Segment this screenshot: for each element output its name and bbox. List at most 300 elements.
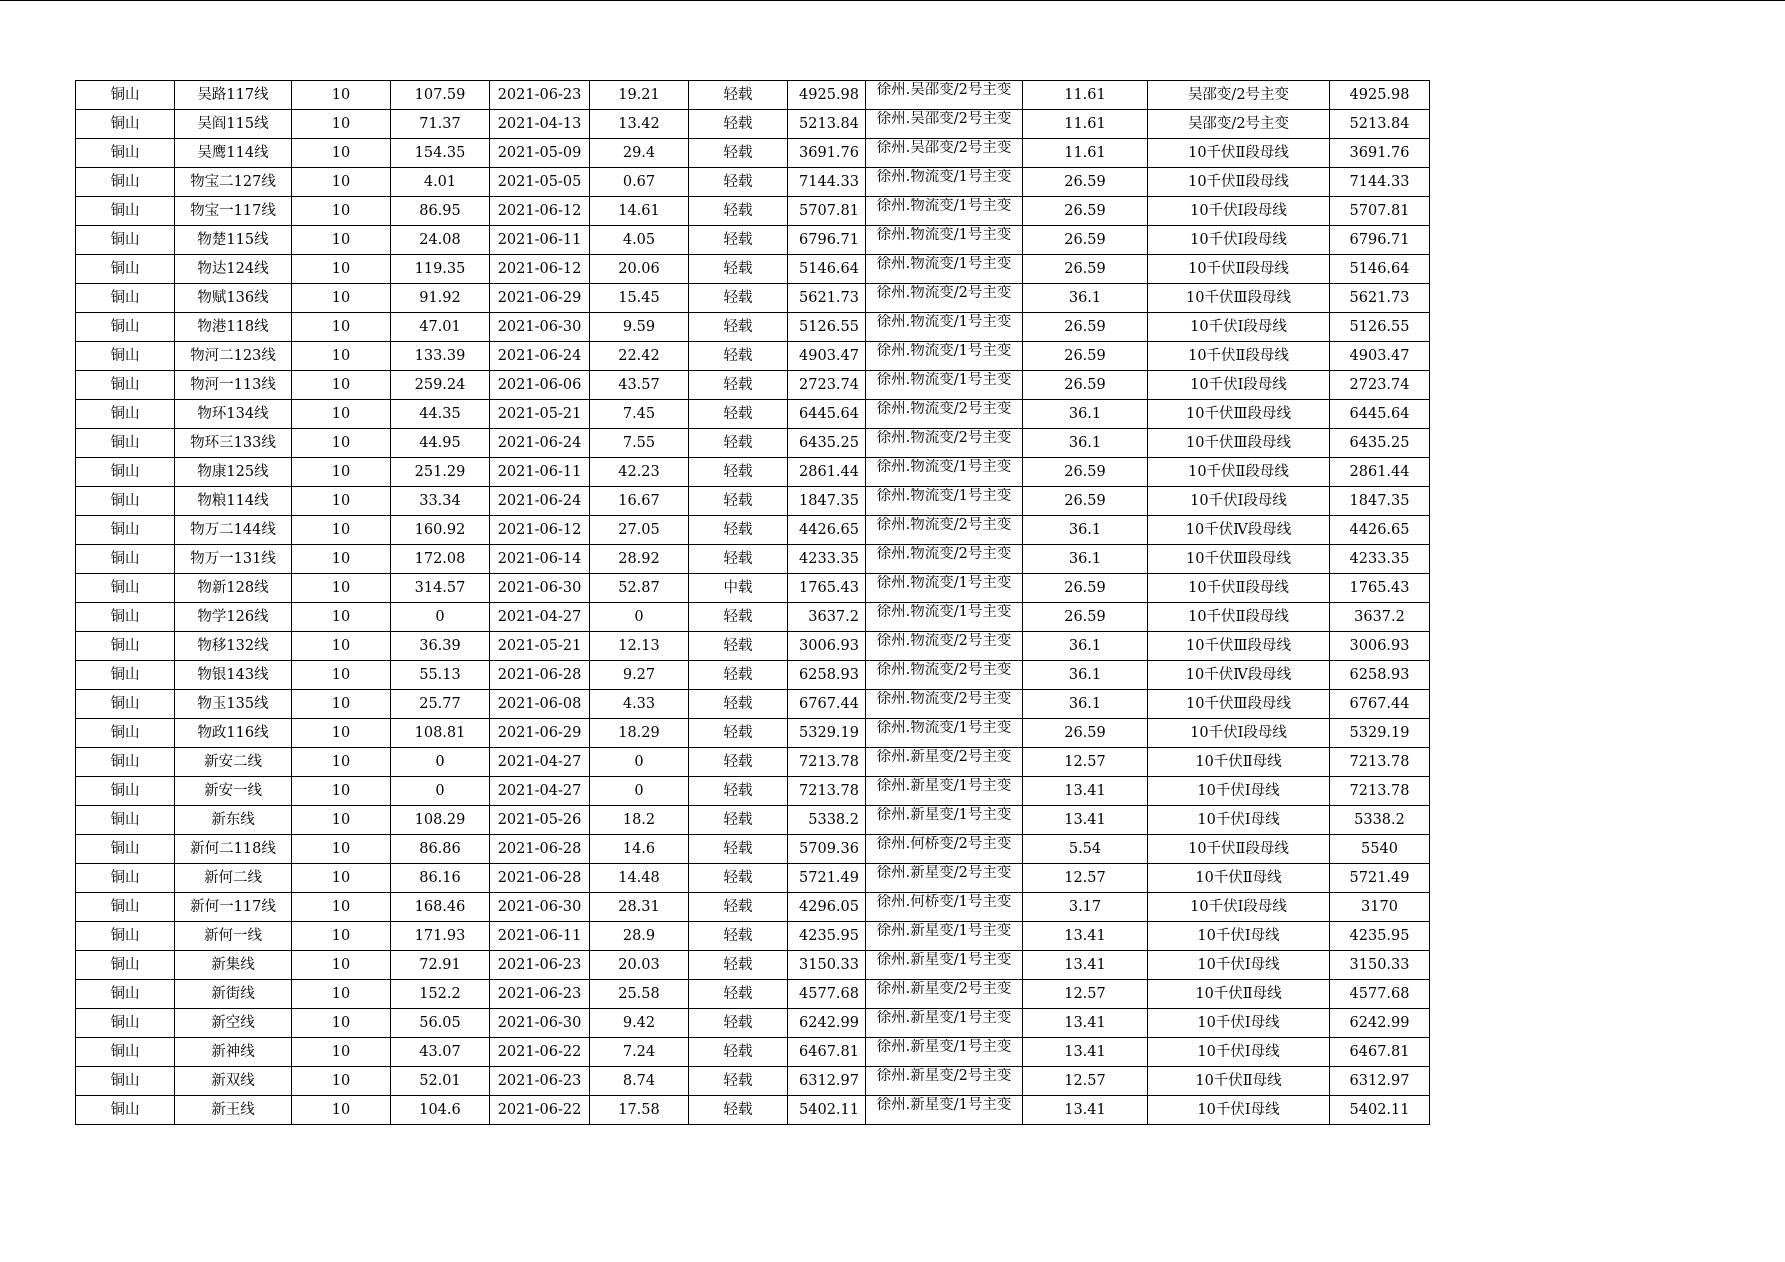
table-row: [76, 1067, 1430, 1096]
line-name-cell: 吴路117线: [175, 81, 292, 110]
capacity-cell: 6445.64: [788, 400, 866, 429]
region-cell: 铜山: [76, 922, 175, 951]
transformer-text: 徐州.物流变/1号主变: [876, 372, 1012, 388]
load-status-cell: 轻载: [689, 922, 788, 951]
voltage-cell: 10: [292, 313, 391, 342]
transformer-text: 徐州.物流变/1号主变: [876, 169, 1012, 185]
table-row: [76, 777, 1430, 806]
load-status-cell: 轻载: [689, 487, 788, 516]
load-rate-cell: 25.58: [590, 980, 689, 1009]
voltage-cell: 10: [292, 574, 391, 603]
busbar-cell: 10千伏Ⅱ母线: [1148, 864, 1330, 893]
capacity-cell: 4925.98: [788, 81, 866, 110]
transformer-cell: [866, 487, 1023, 516]
load-value-cell: 36.39: [391, 632, 490, 661]
table-row: [76, 690, 1430, 719]
transformer-text: 徐州.新星变/1号主变: [876, 923, 1012, 939]
available-capacity-cell: 4426.65: [1330, 516, 1430, 545]
date-cell: 2021-06-30: [490, 574, 590, 603]
load-value-cell: 86.86: [391, 835, 490, 864]
region-cell: 铜山: [76, 719, 175, 748]
busbar-cell: 10千伏Ⅰ段母线: [1148, 226, 1330, 255]
table-row: [76, 226, 1430, 255]
voltage-cell: 10: [292, 922, 391, 951]
transformer-rate-cell: 3.17: [1023, 893, 1148, 922]
load-rate-cell: 4.33: [590, 690, 689, 719]
load-status-cell: 轻载: [689, 864, 788, 893]
transformer-cell: [866, 603, 1023, 632]
transformer-text: 徐州.物流变/1号主变: [876, 488, 1012, 504]
busbar-cell: 10千伏Ⅳ段母线: [1148, 516, 1330, 545]
load-value-cell: 44.95: [391, 429, 490, 458]
load-status-cell: 轻载: [689, 603, 788, 632]
transformer-cell: [866, 922, 1023, 951]
available-capacity-cell: 4235.95: [1330, 922, 1430, 951]
capacity-cell: 5721.49: [788, 864, 866, 893]
transformer-rate-cell: 13.41: [1023, 1009, 1148, 1038]
load-value-cell: 33.34: [391, 487, 490, 516]
available-capacity-cell: 5402.11: [1330, 1096, 1430, 1125]
table-row: [76, 603, 1430, 632]
transformer-text: 徐州.物流变/2号主变: [876, 633, 1012, 649]
voltage-cell: 10: [292, 1067, 391, 1096]
region-cell: 铜山: [76, 632, 175, 661]
line-name-cell: 新何二118线: [175, 835, 292, 864]
line-name-cell: 新空线: [175, 1009, 292, 1038]
load-rate-cell: 0: [590, 777, 689, 806]
transformer-text: 徐州.物流变/1号主变: [876, 575, 1012, 591]
region-cell: 铜山: [76, 951, 175, 980]
busbar-cell: 10千伏Ⅲ段母线: [1148, 632, 1330, 661]
date-cell: 2021-06-29: [490, 284, 590, 313]
transformer-rate-cell: 12.57: [1023, 980, 1148, 1009]
transformer-cell: [866, 806, 1023, 835]
transformer-cell: [866, 1067, 1023, 1096]
line-name-cell: 新双线: [175, 1067, 292, 1096]
date-cell: 2021-06-28: [490, 835, 590, 864]
transformer-text: 徐州.物流变/2号主变: [876, 285, 1012, 301]
load-value-cell: 25.77: [391, 690, 490, 719]
table-row: [76, 400, 1430, 429]
voltage-cell: 10: [292, 748, 391, 777]
available-capacity-cell: 7213.78: [1330, 748, 1430, 777]
region-cell: 铜山: [76, 748, 175, 777]
load-rate-cell: 14.6: [590, 835, 689, 864]
load-rate-cell: 19.21: [590, 81, 689, 110]
region-cell: 铜山: [76, 661, 175, 690]
busbar-cell: 10千伏Ⅰ母线: [1148, 806, 1330, 835]
region-cell: 铜山: [76, 284, 175, 313]
date-cell: 2021-06-12: [490, 197, 590, 226]
load-value-cell: 119.35: [391, 255, 490, 284]
capacity-cell: 5146.64: [788, 255, 866, 284]
available-capacity-cell: 5540: [1330, 835, 1430, 864]
region-cell: 铜山: [76, 806, 175, 835]
region-cell: 铜山: [76, 168, 175, 197]
transformer-cell: [866, 313, 1023, 342]
load-rate-cell: 29.4: [590, 139, 689, 168]
capacity-cell: 7213.78: [788, 748, 866, 777]
transformer-text: 徐州.物流变/1号主变: [876, 459, 1012, 475]
line-name-cell: 物学126线: [175, 603, 292, 632]
load-value-cell: 152.2: [391, 980, 490, 1009]
load-status-cell: 轻载: [689, 806, 788, 835]
busbar-cell: 10千伏Ⅱ段母线: [1148, 139, 1330, 168]
load-value-cell: 107.59: [391, 81, 490, 110]
load-status-cell: 轻载: [689, 1038, 788, 1067]
transformer-cell: [866, 1009, 1023, 1038]
load-rate-cell: 9.27: [590, 661, 689, 690]
feeder-load-table: [75, 80, 1430, 1125]
load-rate-cell: 22.42: [590, 342, 689, 371]
capacity-cell: 6312.97: [788, 1067, 866, 1096]
table-row: [76, 748, 1430, 777]
available-capacity-cell: 1847.35: [1330, 487, 1430, 516]
busbar-cell: 10千伏Ⅱ段母线: [1148, 574, 1330, 603]
date-cell: 2021-06-23: [490, 81, 590, 110]
load-value-cell: 71.37: [391, 110, 490, 139]
transformer-rate-cell: 36.1: [1023, 661, 1148, 690]
transformer-text: 徐州.物流变/1号主变: [876, 720, 1012, 736]
region-cell: 铜山: [76, 81, 175, 110]
capacity-cell: 5126.55: [788, 313, 866, 342]
date-cell: 2021-05-26: [490, 806, 590, 835]
line-name-cell: 物港118线: [175, 313, 292, 342]
voltage-cell: 10: [292, 429, 391, 458]
load-rate-cell: 42.23: [590, 458, 689, 487]
line-name-cell: 物万二144线: [175, 516, 292, 545]
transformer-text: 徐州.物流变/2号主变: [876, 401, 1012, 417]
capacity-cell: 5621.73: [788, 284, 866, 313]
date-cell: 2021-06-08: [490, 690, 590, 719]
date-cell: 2021-06-23: [490, 951, 590, 980]
load-status-cell: 轻载: [689, 951, 788, 980]
region-cell: 铜山: [76, 139, 175, 168]
available-capacity-cell: 3691.76: [1330, 139, 1430, 168]
capacity-cell: 2723.74: [788, 371, 866, 400]
load-status-cell: 轻载: [689, 893, 788, 922]
voltage-cell: 10: [292, 81, 391, 110]
table-row: [76, 110, 1430, 139]
load-status-cell: 轻载: [689, 371, 788, 400]
load-rate-cell: 20.06: [590, 255, 689, 284]
available-capacity-cell: 3170: [1330, 893, 1430, 922]
date-cell: 2021-06-11: [490, 922, 590, 951]
load-status-cell: 轻载: [689, 400, 788, 429]
transformer-cell: [866, 719, 1023, 748]
line-name-cell: 物康125线: [175, 458, 292, 487]
available-capacity-cell: 6435.25: [1330, 429, 1430, 458]
capacity-cell: 4426.65: [788, 516, 866, 545]
available-capacity-cell: 4233.35: [1330, 545, 1430, 574]
voltage-cell: 10: [292, 632, 391, 661]
line-name-cell: 新王线: [175, 1096, 292, 1125]
busbar-cell: 10千伏Ⅰ母线: [1148, 951, 1330, 980]
region-cell: 铜山: [76, 893, 175, 922]
available-capacity-cell: 6796.71: [1330, 226, 1430, 255]
transformer-cell: [866, 1038, 1023, 1067]
region-cell: 铜山: [76, 313, 175, 342]
available-capacity-cell: 4925.98: [1330, 81, 1430, 110]
load-value-cell: 104.6: [391, 1096, 490, 1125]
load-value-cell: 52.01: [391, 1067, 490, 1096]
busbar-cell: 10千伏Ⅰ段母线: [1148, 197, 1330, 226]
transformer-text: 徐州.物流变/1号主变: [876, 343, 1012, 359]
transformer-cell: [866, 574, 1023, 603]
transformer-text: 徐州.物流变/2号主变: [876, 430, 1012, 446]
date-cell: 2021-06-23: [490, 1067, 590, 1096]
transformer-rate-cell: 36.1: [1023, 545, 1148, 574]
load-value-cell: 44.35: [391, 400, 490, 429]
transformer-rate-cell: 36.1: [1023, 284, 1148, 313]
load-rate-cell: 15.45: [590, 284, 689, 313]
region-cell: 铜山: [76, 342, 175, 371]
transformer-rate-cell: 36.1: [1023, 400, 1148, 429]
busbar-cell: 10千伏Ⅱ段母线: [1148, 603, 1330, 632]
load-status-cell: 轻载: [689, 110, 788, 139]
available-capacity-cell: 6767.44: [1330, 690, 1430, 719]
transformer-cell: [866, 110, 1023, 139]
date-cell: 2021-04-13: [490, 110, 590, 139]
load-status-cell: 轻载: [689, 255, 788, 284]
load-rate-cell: 13.42: [590, 110, 689, 139]
load-rate-cell: 52.87: [590, 574, 689, 603]
load-value-cell: 314.57: [391, 574, 490, 603]
table-row: [76, 458, 1430, 487]
transformer-text: 徐州.新星变/1号主变: [876, 1010, 1012, 1026]
capacity-cell: 4903.47: [788, 342, 866, 371]
table-row: [76, 487, 1430, 516]
available-capacity-cell: 5721.49: [1330, 864, 1430, 893]
transformer-cell: [866, 980, 1023, 1009]
voltage-cell: 10: [292, 487, 391, 516]
date-cell: 2021-06-11: [490, 458, 590, 487]
capacity-cell: 4233.35: [788, 545, 866, 574]
capacity-cell: 7144.33: [788, 168, 866, 197]
available-capacity-cell: 1765.43: [1330, 574, 1430, 603]
capacity-cell: 5213.84: [788, 110, 866, 139]
voltage-cell: 10: [292, 400, 391, 429]
table-row: [76, 81, 1430, 110]
date-cell: 2021-06-30: [490, 893, 590, 922]
table-row: [76, 980, 1430, 1009]
capacity-cell: 6258.93: [788, 661, 866, 690]
transformer-rate-cell: 26.59: [1023, 487, 1148, 516]
transformer-text: 徐州.吴邵变/2号主变: [876, 140, 1012, 156]
transformer-rate-cell: 26.59: [1023, 719, 1148, 748]
busbar-cell: 10千伏Ⅰ母线: [1148, 922, 1330, 951]
transformer-rate-cell: 11.61: [1023, 110, 1148, 139]
table-row: [76, 574, 1430, 603]
available-capacity-cell: 3637.2: [1330, 603, 1430, 632]
transformer-cell: [866, 545, 1023, 574]
table-row: [76, 168, 1430, 197]
busbar-cell: 10千伏Ⅰ段母线: [1148, 371, 1330, 400]
transformer-cell: [866, 893, 1023, 922]
capacity-cell: 5402.11: [788, 1096, 866, 1125]
table-row: [76, 864, 1430, 893]
transformer-rate-cell: 11.61: [1023, 139, 1148, 168]
busbar-cell: 吴邵变/2号主变: [1148, 110, 1330, 139]
transformer-text: 徐州.吴邵变/2号主变: [876, 82, 1012, 98]
load-value-cell: 154.35: [391, 139, 490, 168]
voltage-cell: 10: [292, 197, 391, 226]
busbar-cell: 10千伏Ⅲ段母线: [1148, 545, 1330, 574]
transformer-rate-cell: 36.1: [1023, 429, 1148, 458]
load-rate-cell: 7.45: [590, 400, 689, 429]
line-name-cell: 物赋136线: [175, 284, 292, 313]
available-capacity-cell: 2861.44: [1330, 458, 1430, 487]
busbar-cell: 10千伏Ⅰ母线: [1148, 1096, 1330, 1125]
line-name-cell: 吴阎115线: [175, 110, 292, 139]
available-capacity-cell: 3006.93: [1330, 632, 1430, 661]
available-capacity-cell: 6258.93: [1330, 661, 1430, 690]
transformer-rate-cell: 13.41: [1023, 777, 1148, 806]
table-row: [76, 1038, 1430, 1067]
line-name-cell: 物宝二127线: [175, 168, 292, 197]
load-value-cell: 86.95: [391, 197, 490, 226]
transformer-cell: [866, 458, 1023, 487]
transformer-rate-cell: 26.59: [1023, 603, 1148, 632]
load-status-cell: 轻载: [689, 226, 788, 255]
transformer-cell: [866, 429, 1023, 458]
date-cell: 2021-06-24: [490, 487, 590, 516]
table-row: [76, 806, 1430, 835]
transformer-text: 徐州.何桥变/2号主变: [876, 836, 1012, 852]
date-cell: 2021-06-23: [490, 980, 590, 1009]
load-status-cell: 轻载: [689, 81, 788, 110]
load-value-cell: 133.39: [391, 342, 490, 371]
capacity-cell: 5709.36: [788, 835, 866, 864]
table-row: [76, 371, 1430, 400]
available-capacity-cell: 3150.33: [1330, 951, 1430, 980]
load-status-cell: 轻载: [689, 1067, 788, 1096]
capacity-cell: 3691.76: [788, 139, 866, 168]
busbar-cell: 10千伏Ⅱ母线: [1148, 1067, 1330, 1096]
load-value-cell: 108.29: [391, 806, 490, 835]
transformer-rate-cell: 26.59: [1023, 255, 1148, 284]
voltage-cell: 10: [292, 603, 391, 632]
line-name-cell: 新神线: [175, 1038, 292, 1067]
line-name-cell: 物粮114线: [175, 487, 292, 516]
region-cell: 铜山: [76, 545, 175, 574]
transformer-cell: [866, 168, 1023, 197]
transformer-cell: [866, 777, 1023, 806]
table-body: [76, 81, 1430, 1125]
region-cell: 铜山: [76, 980, 175, 1009]
transformer-text: 徐州.新星变/2号主变: [876, 865, 1012, 881]
transformer-rate-cell: 26.59: [1023, 574, 1148, 603]
line-name-cell: 物政116线: [175, 719, 292, 748]
load-rate-cell: 14.48: [590, 864, 689, 893]
transformer-cell: [866, 81, 1023, 110]
busbar-cell: 10千伏Ⅲ段母线: [1148, 284, 1330, 313]
date-cell: 2021-06-28: [490, 661, 590, 690]
line-name-cell: 新何一线: [175, 922, 292, 951]
transformer-cell: [866, 864, 1023, 893]
region-cell: 铜山: [76, 371, 175, 400]
table-row: [76, 284, 1430, 313]
load-rate-cell: 0: [590, 748, 689, 777]
transformer-text: 徐州.物流变/1号主变: [876, 604, 1012, 620]
transformer-text: 徐州.物流变/2号主变: [876, 662, 1012, 678]
region-cell: 铜山: [76, 1009, 175, 1038]
load-rate-cell: 7.24: [590, 1038, 689, 1067]
load-status-cell: 轻载: [689, 777, 788, 806]
transformer-cell: [866, 690, 1023, 719]
region-cell: 铜山: [76, 110, 175, 139]
capacity-cell: 5329.19: [788, 719, 866, 748]
transformer-rate-cell: 26.59: [1023, 197, 1148, 226]
transformer-rate-cell: 26.59: [1023, 313, 1148, 342]
load-value-cell: 0: [391, 603, 490, 632]
table-row: [76, 1096, 1430, 1125]
date-cell: 2021-06-14: [490, 545, 590, 574]
busbar-cell: 10千伏Ⅲ段母线: [1148, 690, 1330, 719]
transformer-rate-cell: 11.61: [1023, 81, 1148, 110]
available-capacity-cell: 5126.55: [1330, 313, 1430, 342]
load-value-cell: 72.91: [391, 951, 490, 980]
transformer-rate-cell: 13.41: [1023, 922, 1148, 951]
available-capacity-cell: 2723.74: [1330, 371, 1430, 400]
date-cell: 2021-05-05: [490, 168, 590, 197]
load-status-cell: 轻载: [689, 139, 788, 168]
transformer-cell: [866, 197, 1023, 226]
load-value-cell: 0: [391, 748, 490, 777]
transformer-text: 徐州.物流变/1号主变: [876, 256, 1012, 272]
available-capacity-cell: 6312.97: [1330, 1067, 1430, 1096]
line-name-cell: 新何二线: [175, 864, 292, 893]
voltage-cell: 10: [292, 371, 391, 400]
load-value-cell: 4.01: [391, 168, 490, 197]
region-cell: 铜山: [76, 864, 175, 893]
date-cell: 2021-06-29: [490, 719, 590, 748]
line-name-cell: 物玉135线: [175, 690, 292, 719]
load-value-cell: 56.05: [391, 1009, 490, 1038]
voltage-cell: 10: [292, 661, 391, 690]
table-row: [76, 951, 1430, 980]
busbar-cell: 10千伏Ⅰ段母线: [1148, 719, 1330, 748]
transformer-text: 徐州.新星变/1号主变: [876, 807, 1012, 823]
load-status-cell: 轻载: [689, 1096, 788, 1125]
available-capacity-cell: 6467.81: [1330, 1038, 1430, 1067]
transformer-text: 徐州.吴邵变/2号主变: [876, 111, 1012, 127]
voltage-cell: 10: [292, 516, 391, 545]
busbar-cell: 10千伏Ⅱ段母线: [1148, 835, 1330, 864]
load-rate-cell: 28.92: [590, 545, 689, 574]
load-value-cell: 168.46: [391, 893, 490, 922]
voltage-cell: 10: [292, 806, 391, 835]
page-top-rule: [0, 0, 1785, 1]
available-capacity-cell: 5213.84: [1330, 110, 1430, 139]
transformer-rate-cell: 12.57: [1023, 748, 1148, 777]
load-rate-cell: 43.57: [590, 371, 689, 400]
line-name-cell: 物移132线: [175, 632, 292, 661]
busbar-cell: 10千伏Ⅳ段母线: [1148, 661, 1330, 690]
transformer-text: 徐州.新星变/1号主变: [876, 952, 1012, 968]
table-row: [76, 835, 1430, 864]
transformer-rate-cell: 12.57: [1023, 864, 1148, 893]
voltage-cell: 10: [292, 342, 391, 371]
date-cell: 2021-06-28: [490, 864, 590, 893]
voltage-cell: 10: [292, 893, 391, 922]
load-rate-cell: 9.42: [590, 1009, 689, 1038]
date-cell: 2021-06-22: [490, 1096, 590, 1125]
voltage-cell: 10: [292, 168, 391, 197]
available-capacity-cell: 7213.78: [1330, 777, 1430, 806]
load-rate-cell: 28.31: [590, 893, 689, 922]
capacity-cell: 6435.25: [788, 429, 866, 458]
